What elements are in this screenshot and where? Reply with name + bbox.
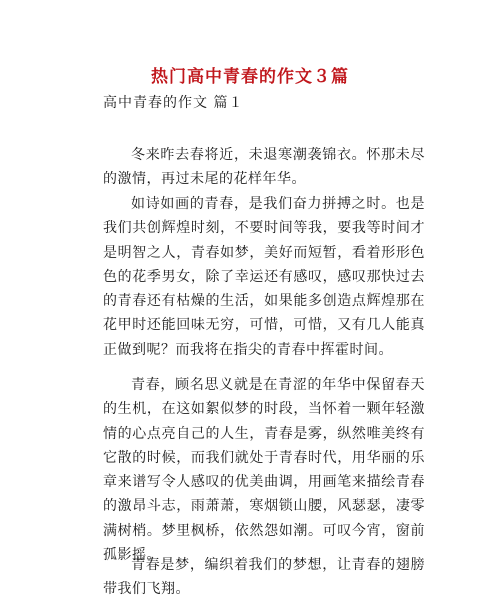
paragraph-1: 冬来昨去春将近，未退寒潮袭锦衣。怀那未尽的激情，再过未尾的花样年华。 [103,147,425,188]
document-title: 热门高中青春的作文３篇 [151,67,349,87]
section-heading: 高中青春的作文 篇１ [103,95,244,111]
paragraph-2: 如诗如画的青春，是我们奋力拼搏之时。也是我们共创辉煌时刻，不要时间等我，要我等时间才是明智之人，青春如梦，美好而短暂，看着形形色色的花季男女，除了幸运还有感叹，感叹那快过去的青春还有枯燥的生活，如果能多创造点辉煌那在花甲时还能回味无穷，可惜，可惜，又有几人能真正做到呢？而我将在指尖的青春中挥霍时间。 [103,196,425,358]
paragraph-4: 青春是梦，编织着我们的梦想，让青春的翅膀带我们飞翔。 [103,557,425,598]
paragraph-3: 青春，顾名思义就是在青涩的年华中保留春天的生机，在这如絮似梦的时段，当怀着一颗年轻激情的心点亮自己的人生，青春是雾，纵然唯美终有它散的时候，而我们就处于青春时代，用华丽的乐章来谱写令人感叹的优美曲调，用画笔来描绘青春的激昂斗志，雨萧萧，寒烟锁山腰，风瑟瑟，凄零满树梢。梦里枫桥，依然怨如潮。可叹今宵，窗前孤影摇。 [103,377,425,564]
